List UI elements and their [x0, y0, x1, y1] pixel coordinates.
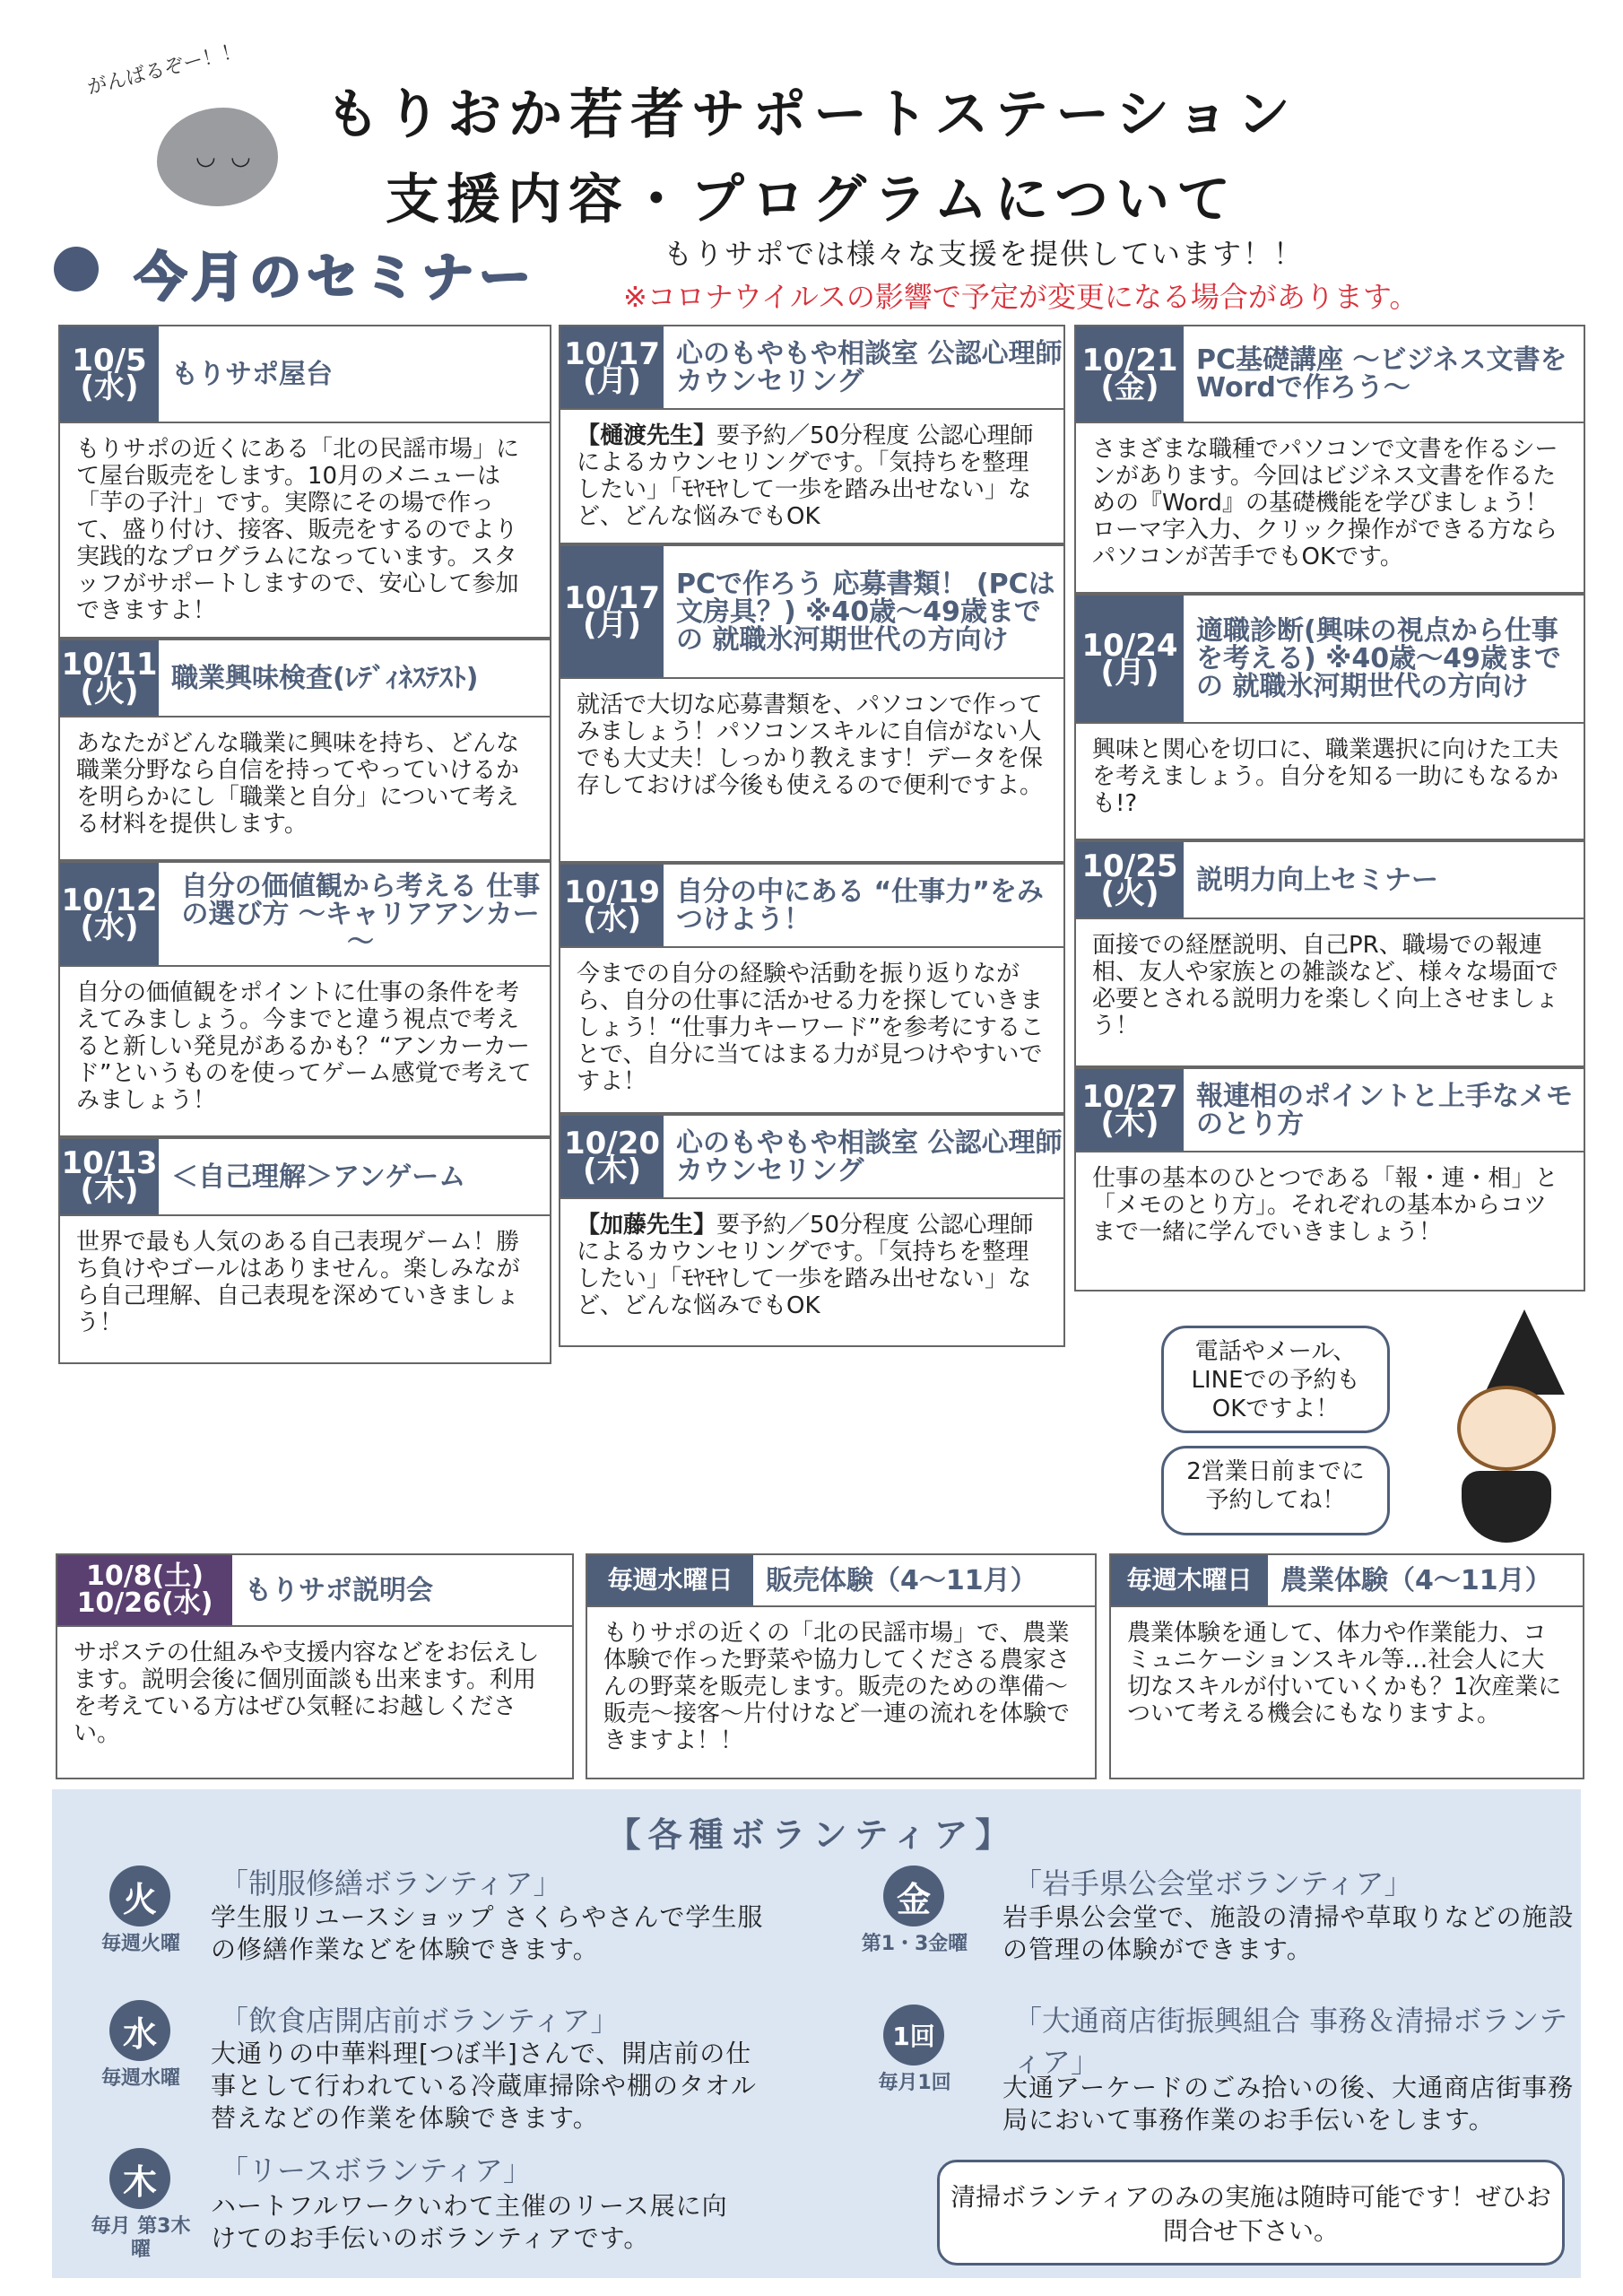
- volunteer-name: 「制服修繕ボランティア」: [220, 1866, 562, 1900]
- seminar-body: 今までの自分の経験や活動を振り返りながら、自分の仕事に活かせる力を探していきましょう！“仕事力キーワード”を参考にすることで、自分に当てはまる力が見つけやすいですよ！: [559, 948, 1065, 1114]
- seminar-title: 心のもやもや相談室 公認心理師カウンセリング: [676, 337, 1063, 397]
- witch-hat-icon: [1484, 1309, 1565, 1395]
- seminar-body: 仕事の基本のひとつである「報・連・相」と「メモのとり方」。それぞれの基本からコツまで一緒に学んでいきましょう！: [1074, 1152, 1585, 1292]
- briefing-date-2: 10/26(水): [76, 1587, 213, 1619]
- seminar-title: 職業興味検査(ﾚﾃﾞｨﾈｽﾃｽﾄ): [171, 662, 479, 694]
- sales-title: 販売体験（4～11月）: [766, 1564, 1037, 1596]
- farming-body: 農業体験を通して、体力や作業能力、コミュニケーションスキル等…社会人に大切なスキルが付いていくかも？1次産業について考える機会にもなりますよ。: [1109, 1607, 1584, 1779]
- seminar-body: 面接での経歴説明、自己PR、職場での報連相、友人や家族との雑談など、様々な場面で必要とされる説明力を楽しく向上させましょう！: [1074, 919, 1585, 1067]
- seminar-header: [559, 325, 1065, 410]
- witch-face-icon: [1457, 1386, 1556, 1471]
- volunteer-name: 「飲食店開店前ボランティア」: [220, 2004, 620, 2038]
- mascot-face: ◡ ◡: [195, 144, 255, 170]
- seminar-title: もりサポ屋台: [171, 358, 333, 390]
- seminar-body: [559, 410, 1065, 544]
- seminar-title: 自分の中にある “仕事力”をみつけよう！: [676, 875, 1044, 935]
- seminar-text: 要予約／50分程度 公認心理師によるカウンセリングです。「気持ちを整理したい」「ﾓﾔﾓﾔして一歩を踏み出せない」など、どんな悩みでもOK: [577, 422, 1034, 530]
- briefing-header: [56, 1553, 574, 1627]
- sales-header: [586, 1553, 1097, 1607]
- seminar-date: 10/13: [61, 1145, 158, 1181]
- seminar-date: 10/17: [563, 335, 661, 372]
- seminar-title: 報連相のポイントと上手なメモのとり方: [1196, 1080, 1573, 1140]
- seminar-header: [1074, 325, 1585, 423]
- seminar-date: 10/21: [1081, 343, 1178, 378]
- seminar-date: 10/5: [72, 343, 147, 378]
- volunteer-frequency: 毎週水曜: [100, 2067, 180, 2090]
- seminar-day: (火): [1100, 875, 1159, 911]
- seminar-day: (月): [582, 362, 642, 399]
- seminar-title: ＜自己理解＞アンゲーム: [171, 1161, 466, 1193]
- seminar-body: [559, 1199, 1065, 1347]
- seminar-header: [58, 861, 551, 967]
- seminar-date: 10/20: [563, 1125, 661, 1161]
- seminar-header: [559, 1114, 1065, 1199]
- seminar-date: 10/25: [1081, 848, 1178, 884]
- seminar-body: 就活で大切な応募書類を、パソコンで作ってみましょう！パソコンスキルに自信がない人でも大丈夫！しっかり教えます！データを保存しておけば今後も使えるので便利ですよ。: [559, 679, 1065, 863]
- section-bullet-icon: [54, 247, 99, 291]
- volunteer-description: 学生服リユースショップ さくらやさんで学生服の修繕作業などを体験できます。: [211, 1902, 764, 1964]
- seminar-header: [559, 863, 1065, 948]
- speech-bubble-reservation: 電話やメール、LINEでの予約もOKですよ！: [1161, 1326, 1390, 1433]
- seminar-header: [58, 325, 551, 423]
- seminar-text: 要予約／50分程度 公認心理師によるカウンセリングです。「気持ちを整理したい」「ﾓﾔﾓﾔして一歩を踏み出せない」など、どんな悩みでもOK: [577, 1212, 1034, 1319]
- volunteer-description: 大通りの中華料理[つぼ半]さんで、開店前の仕事として行われている冷蔵庫掃除や棚のタオル替えなどの作業を体験できます。: [211, 2039, 758, 2133]
- seminar-title: 説明力向上セミナー: [1196, 864, 1438, 896]
- section-title: 今月のセミナー: [135, 247, 537, 308]
- volunteer-description: ハートフルワークいわて主催のリース展に向けてのお手伝いのボランティアです。: [211, 2191, 728, 2253]
- seminar-title: PC基礎講座 ～ビジネス文書を Wordで作ろう～: [1196, 344, 1567, 404]
- cleaning-volunteer-note: 清掃ボランティアのみの実施は随時可能です！ぜひお問合せ下さい。: [937, 2160, 1565, 2266]
- volunteer-description: 岩手県公会堂で、施設の清掃や草取りなどの施設の管理の体験ができます。: [1002, 1902, 1575, 1964]
- seminar-header: [1074, 594, 1585, 724]
- seminar-date: 10/12: [61, 883, 158, 918]
- seminar-day: (火): [80, 674, 139, 709]
- seminar-body: もりサポの近くにある「北の民謡市場」にて屋台販売をします。10月のメニューは「芋の子汁」です。実際にその場で作って、盛り付け、接客、販売をするのでより実践的なプログラムになっています。スタッフがサポートしますので、安心して参加できますよ！: [58, 423, 551, 639]
- volunteer-heading: 【各種ボランティア】: [606, 1815, 1017, 1855]
- seminar-header: [1074, 840, 1585, 919]
- volunteer-name: 「岩手県公会堂ボランティア」: [1013, 1866, 1413, 1900]
- seminar-body: 世界で最も人気のある自己表現ゲーム！勝ち負けやゴールはありません。楽しみながら自己理解、自己表現を深めていきましょう！: [58, 1216, 551, 1364]
- seminar-header: [1074, 1067, 1585, 1152]
- seminar-day: (木): [582, 1152, 642, 1188]
- page-title-line1: もりおか若者サポートステーション: [325, 83, 1298, 146]
- seminar-day: (月): [1100, 654, 1159, 691]
- seminar-date: 10/11: [61, 647, 158, 683]
- seminar-day: (木): [80, 1172, 139, 1208]
- sales-body: もりサポの近くの「北の民謡市場」で、農業体験で作った野菜や協力してくださる農家さんの野菜を販売します。販売のための準備～販売～接客～片付けなど一連の流れを体験できますよ！！: [586, 1607, 1097, 1779]
- lecturer-name: 【樋渡先生】: [577, 422, 717, 449]
- farming-title: 農業体験（4～11月）: [1280, 1564, 1552, 1596]
- mascot-shout: がんばるぞー！！: [85, 39, 244, 100]
- seminar-title: 適職診断(興味の視点から仕事を考える) ※40歳～49歳までの 就職氷河期世代の方向け: [1196, 615, 1561, 702]
- volunteer-frequency: 第1・3金曜: [861, 1933, 968, 1955]
- seminar-body: 興味と関心を切口に、職業選択に向けた工夫を考えましょう。自分を知る一助にもなるかも!?: [1074, 724, 1585, 840]
- seminar-title: 心のもやもや相談室 公認心理師カウンセリング: [676, 1126, 1063, 1187]
- seminar-header: [58, 1137, 551, 1216]
- speech-bubble-deadline: 2営業日前までに予約してね！: [1161, 1446, 1390, 1535]
- seminar-day: (月): [582, 607, 642, 643]
- seminar-header: [58, 639, 551, 718]
- seminar-day: (水): [80, 909, 139, 945]
- seminar-date: 10/24: [1081, 627, 1178, 664]
- seminar-date: 10/27: [1081, 1078, 1178, 1115]
- seminar-day: (木): [1100, 1105, 1159, 1142]
- seminar-day: (水): [582, 900, 642, 937]
- seminar-day: (金): [1100, 370, 1159, 405]
- volunteer-frequency: 毎月 第3木曜: [91, 2215, 191, 2261]
- briefing-body: サポステの仕組みや支援内容などをお伝えします。説明会後に個別面談も出来ます。利用を考えている方はぜひ気軽にお越しください。: [56, 1627, 574, 1779]
- volunteer-frequency: 毎月1回: [878, 2072, 951, 2094]
- seminar-date: 10/17: [563, 580, 661, 616]
- briefing-date-1: 10/8(土): [85, 1561, 204, 1592]
- volunteer-frequency: 毎週火曜: [100, 1933, 180, 1955]
- friday-badge: 金: [883, 1866, 944, 1926]
- seminar-body: あなたがどんな職業に興味を持ち、どんな職業分野なら自信を持ってやっていけるかを明らかにし「職業と自分」について考える材料を提供します。: [58, 718, 551, 861]
- seminar-title: PCで作ろう 応募書類！ (PCは文房具？) ※40歳～49歳までの 就職氷河期世代の方向け: [676, 568, 1055, 656]
- volunteer-name: 「大通商店街振興組合 事務＆清掃ボランティア」: [1013, 2004, 1568, 2079]
- sales-tag: 毎週水曜日: [587, 1555, 753, 1605]
- seminar-body: 自分の価値観をポイントに仕事の条件を考えてみましょう。今までと違う視点で考えると新しい発見があるかも？“アンカーカード”というものを使ってゲーム感覚で考えてみましょう！: [58, 967, 551, 1137]
- seminar-date: 10/19: [563, 874, 661, 910]
- volunteer-name: 「リースボランティア」: [220, 2153, 532, 2187]
- seminar-title: 自分の価値観から考える 仕事の選び方 ～キャリアアンカー～: [180, 870, 541, 958]
- seminar-day: (水): [80, 370, 139, 405]
- wednesday-badge: 水: [109, 2000, 170, 2061]
- farming-header: [1109, 1553, 1584, 1607]
- page-title-line2: 支援内容・プログラムについて: [385, 169, 1238, 231]
- tuesday-badge: 火: [109, 1866, 170, 1926]
- seminar-header: [559, 544, 1065, 679]
- lecturer-name: 【加藤先生】: [577, 1212, 717, 1239]
- monthly-badge: 1回: [883, 2005, 944, 2066]
- thursday-badge: 木: [109, 2148, 170, 2209]
- witch-dress-icon: [1462, 1471, 1551, 1543]
- intro-text: もりサポでは様々な支援を提供しています！！: [664, 237, 1305, 271]
- volunteer-description: 大通アーケードのごみ拾いの後、大通商店街事務局において事務作業のお手伝いをします。: [1002, 2073, 1575, 2135]
- briefing-title: もりサポ説明会: [245, 1574, 433, 1606]
- notice-text: ※コロナウイルスの影響で予定が変更になる場合があります。: [623, 280, 1419, 314]
- farming-tag: 毎週木曜日: [1111, 1555, 1268, 1605]
- seminar-body: さまざまな職種でパソコンで文書を作るシーンがあります。今回はビジネス文書を作るための『Word』の基礎機能を学びましょう！ローマ字入力、クリック操作ができる方ならパソコンが苦手でもOKです。: [1074, 423, 1585, 594]
